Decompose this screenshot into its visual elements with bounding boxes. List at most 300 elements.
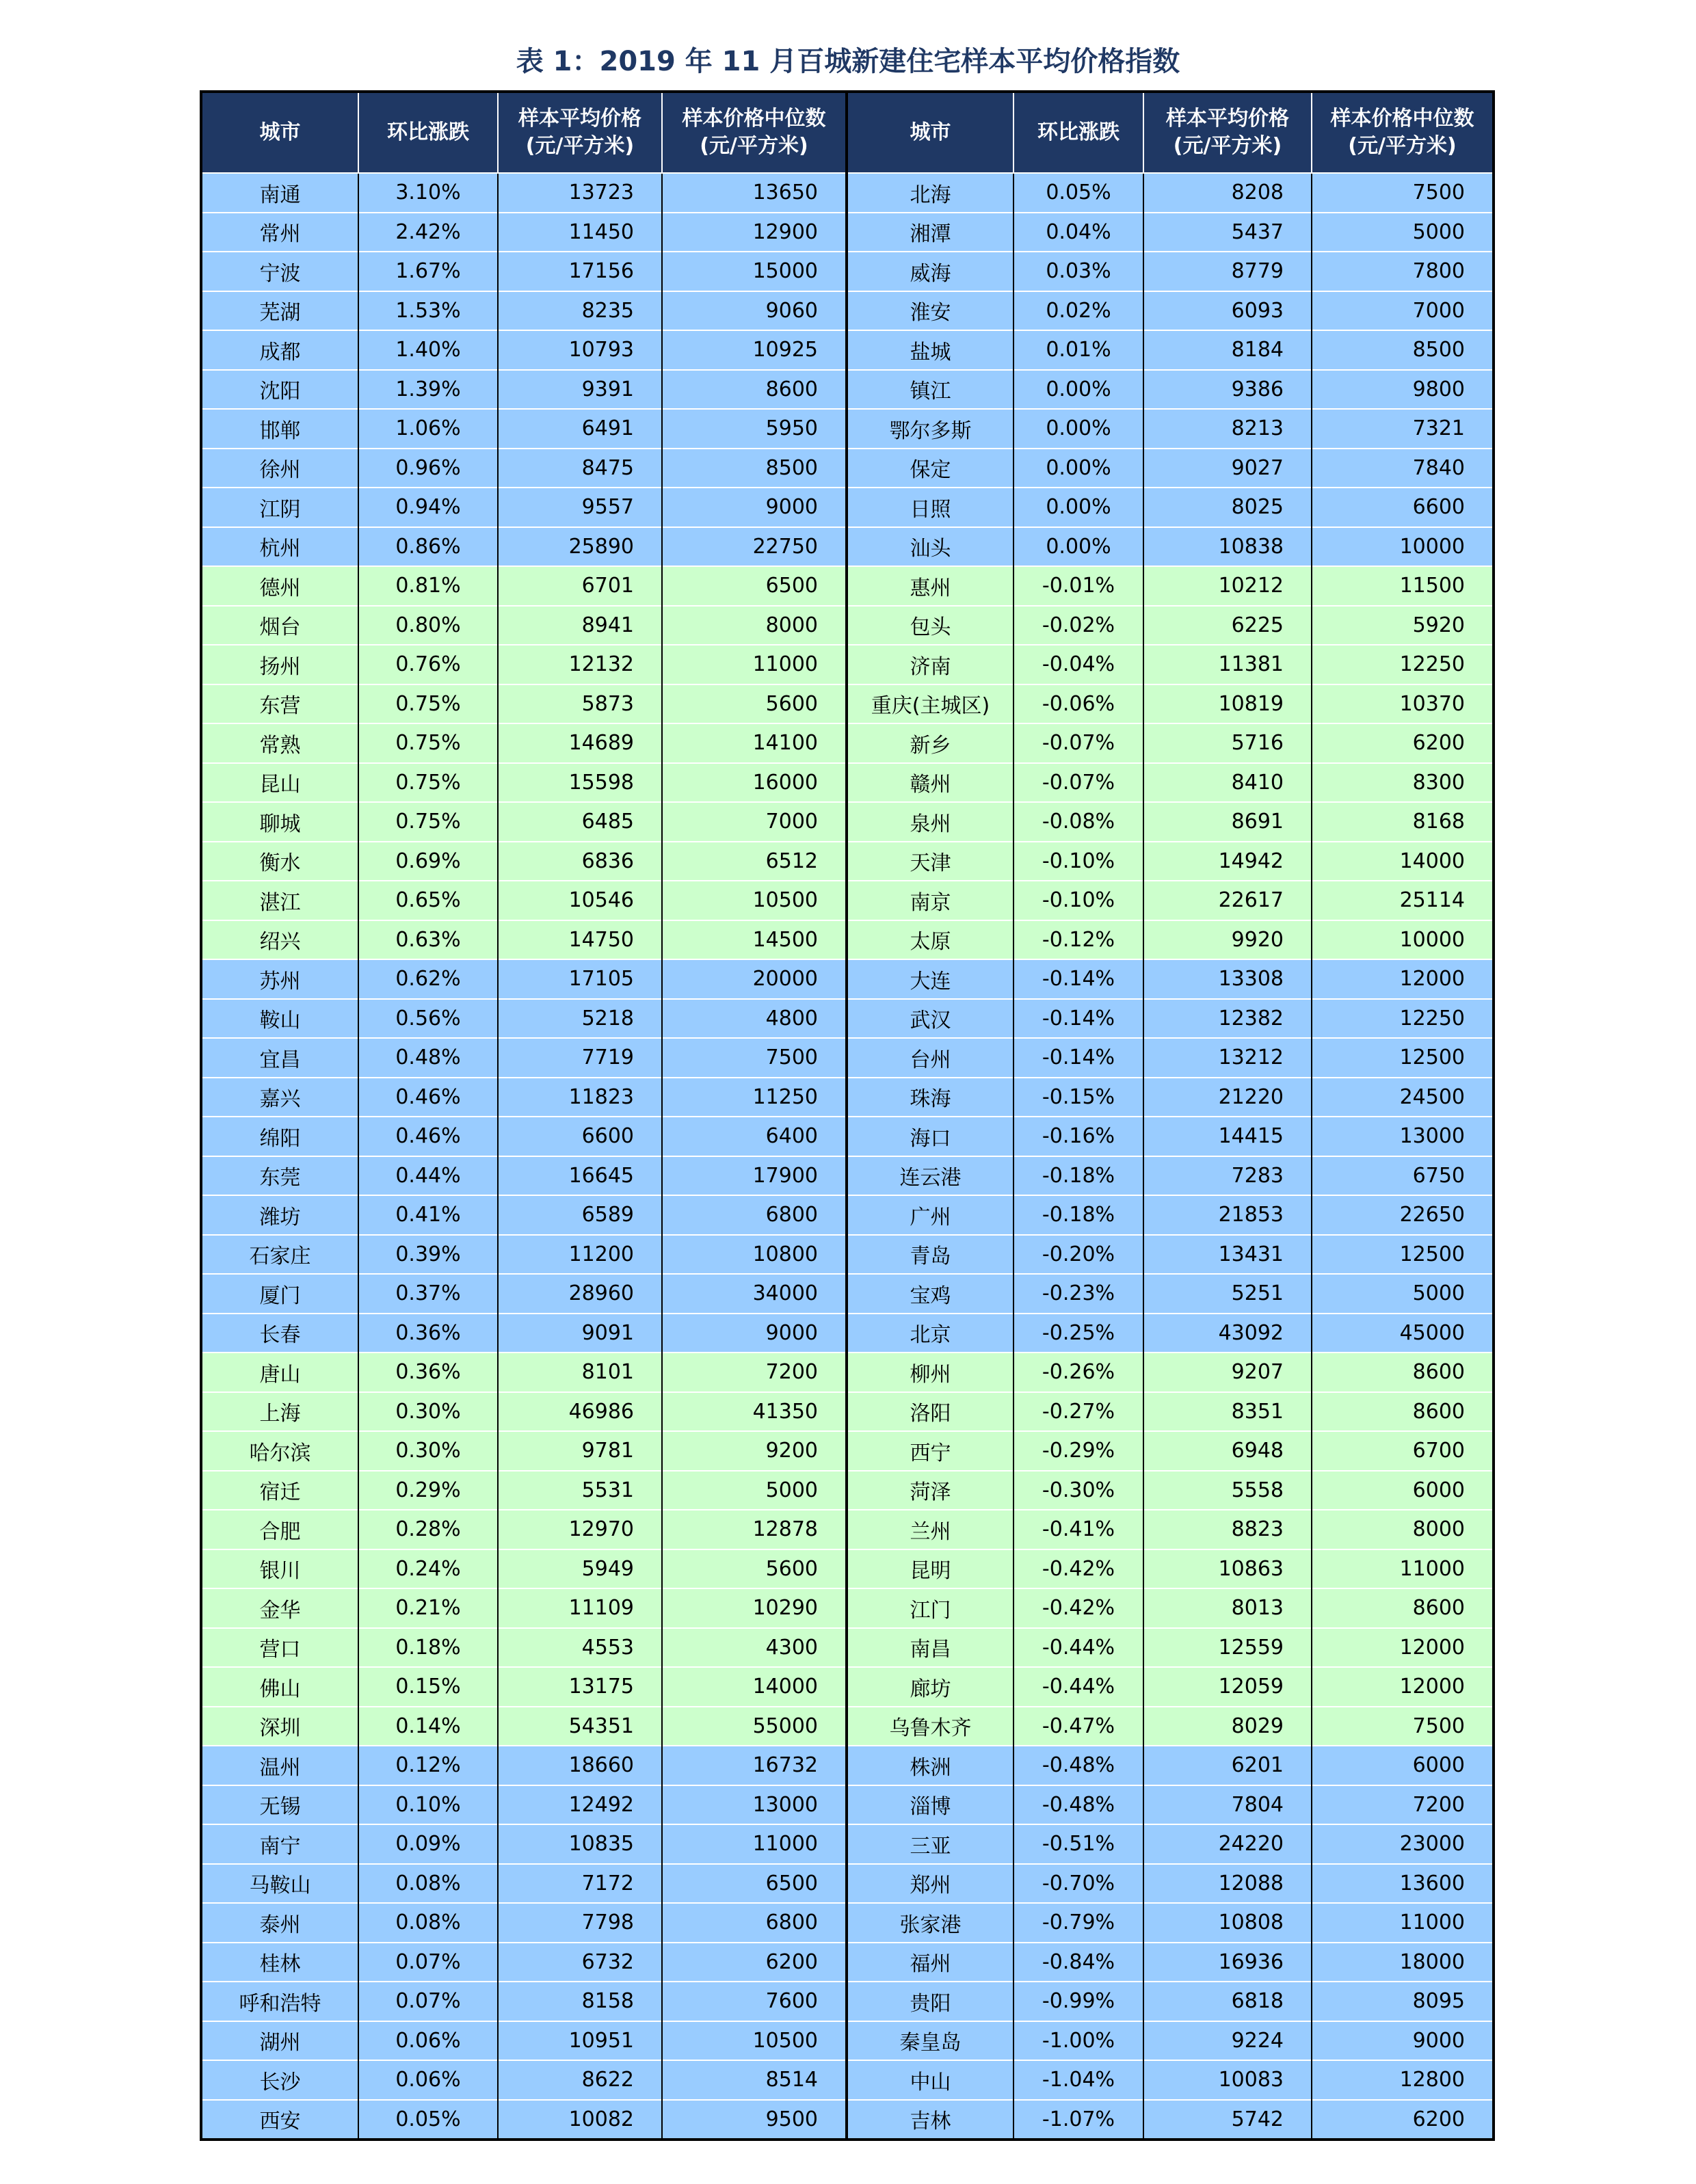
right-change-cell: -0.07% bbox=[1013, 723, 1143, 763]
right-change-cell: 0.04% bbox=[1013, 213, 1143, 252]
table-row bbox=[201, 1274, 1494, 1314]
left-change-cell: 0.30% bbox=[358, 1431, 498, 1471]
right-change-cell: -0.14% bbox=[1013, 1038, 1143, 1078]
right-city-cell: 惠州 bbox=[847, 566, 1013, 606]
right-avg-price-cell: 10838 bbox=[1143, 527, 1312, 567]
left-avg-price-cell: 10546 bbox=[498, 881, 662, 920]
left-city-cell: 嘉兴 bbox=[201, 1078, 358, 1117]
left-city-cell: 杭州 bbox=[201, 527, 358, 567]
left-avg-price-cell: 18660 bbox=[498, 1746, 662, 1785]
right-median-price-cell: 6700 bbox=[1312, 1431, 1494, 1471]
left-change-cell: 0.80% bbox=[358, 606, 498, 645]
left-change-cell: 0.46% bbox=[358, 1078, 498, 1117]
left-change-cell: 0.07% bbox=[358, 1943, 498, 1982]
right-median-price-cell: 9000 bbox=[1312, 2021, 1494, 2061]
left-median-price-cell: 10290 bbox=[662, 1588, 847, 1628]
left-city-cell: 潍坊 bbox=[201, 1195, 358, 1235]
left-city-cell: 东营 bbox=[201, 684, 358, 724]
left-avg-price-cell: 5949 bbox=[498, 1549, 662, 1589]
right-city-cell: 新乡 bbox=[847, 723, 1013, 763]
left-avg-price-cell: 6701 bbox=[498, 566, 662, 606]
right-city-cell: 乌鲁木齐 bbox=[847, 1707, 1013, 1746]
right-median-price-cell: 6000 bbox=[1312, 1471, 1494, 1510]
left-avg-price-cell: 8622 bbox=[498, 2060, 662, 2100]
table-row bbox=[201, 1235, 1494, 1275]
table-row bbox=[201, 1707, 1494, 1746]
left-median-price-cell: 11000 bbox=[662, 645, 847, 684]
left-city-cell: 银川 bbox=[201, 1549, 358, 1589]
left-city-cell: 马鞍山 bbox=[201, 1864, 358, 1904]
header-city-left: 城市 bbox=[201, 92, 358, 173]
left-median-price-cell: 7500 bbox=[662, 1038, 847, 1078]
right-change-cell: -0.18% bbox=[1013, 1156, 1143, 1196]
right-city-cell: 北海 bbox=[847, 173, 1013, 213]
left-avg-price-cell: 6600 bbox=[498, 1117, 662, 1156]
header-row bbox=[201, 92, 1494, 173]
header-median-right bbox=[1312, 92, 1494, 173]
header-change-left: 环比涨跌 bbox=[358, 92, 498, 173]
left-city-cell: 厦门 bbox=[201, 1274, 358, 1314]
left-median-price-cell: 8000 bbox=[662, 606, 847, 645]
right-median-price-cell: 6200 bbox=[1312, 2100, 1494, 2140]
right-change-cell: -0.84% bbox=[1013, 1943, 1143, 1982]
right-median-price-cell: 10000 bbox=[1312, 920, 1494, 960]
left-change-cell: 0.37% bbox=[358, 1274, 498, 1314]
right-median-price-cell: 8500 bbox=[1312, 330, 1494, 370]
right-city-cell: 兰州 bbox=[847, 1510, 1013, 1549]
right-city-cell: 贵阳 bbox=[847, 1982, 1013, 2021]
left-change-cell: 0.56% bbox=[358, 999, 498, 1039]
right-avg-price-cell: 5716 bbox=[1143, 723, 1312, 763]
left-change-cell: 0.48% bbox=[358, 1038, 498, 1078]
right-city-cell: 郑州 bbox=[847, 1864, 1013, 1904]
left-city-cell: 衡水 bbox=[201, 842, 358, 881]
left-median-price-cell: 17900 bbox=[662, 1156, 847, 1196]
right-city-cell: 中山 bbox=[847, 2060, 1013, 2100]
right-change-cell: 0.01% bbox=[1013, 330, 1143, 370]
right-avg-price-cell: 10083 bbox=[1143, 2060, 1312, 2100]
left-city-cell: 桂林 bbox=[201, 1943, 358, 1982]
right-city-cell: 江门 bbox=[847, 1588, 1013, 1628]
right-median-price-cell: 7000 bbox=[1312, 291, 1494, 331]
right-change-cell: -0.41% bbox=[1013, 1510, 1143, 1549]
table-row bbox=[201, 723, 1494, 763]
table-row bbox=[201, 370, 1494, 410]
left-median-price-cell: 5600 bbox=[662, 1549, 847, 1589]
left-city-cell: 宿迁 bbox=[201, 1471, 358, 1510]
right-change-cell: -0.51% bbox=[1013, 1824, 1143, 1864]
left-median-price-cell: 14000 bbox=[662, 1667, 847, 1707]
right-city-cell: 太原 bbox=[847, 920, 1013, 960]
table-row bbox=[201, 1195, 1494, 1235]
left-city-cell: 绍兴 bbox=[201, 920, 358, 960]
left-change-cell: 0.69% bbox=[358, 842, 498, 881]
left-avg-price-cell: 15598 bbox=[498, 763, 662, 803]
right-city-cell: 三亚 bbox=[847, 1824, 1013, 1864]
table-row bbox=[201, 213, 1494, 252]
table-row bbox=[201, 1864, 1494, 1904]
right-median-price-cell: 8600 bbox=[1312, 1588, 1494, 1628]
right-change-cell: 0.02% bbox=[1013, 291, 1143, 331]
right-median-price-cell: 7321 bbox=[1312, 409, 1494, 449]
left-city-cell: 上海 bbox=[201, 1392, 358, 1432]
left-avg-price-cell: 8101 bbox=[498, 1353, 662, 1392]
right-city-cell: 南京 bbox=[847, 881, 1013, 920]
table-row bbox=[201, 2021, 1494, 2061]
table-row bbox=[201, 920, 1494, 960]
left-change-cell: 0.96% bbox=[358, 449, 498, 488]
left-avg-price-cell: 10082 bbox=[498, 2100, 662, 2140]
right-change-cell: -0.10% bbox=[1013, 881, 1143, 920]
left-change-cell: 2.42% bbox=[358, 213, 498, 252]
right-avg-price-cell: 12382 bbox=[1143, 999, 1312, 1039]
left-change-cell: 0.21% bbox=[358, 1588, 498, 1628]
table-row bbox=[201, 1156, 1494, 1196]
right-avg-price-cell: 10819 bbox=[1143, 684, 1312, 724]
right-city-cell: 湘潭 bbox=[847, 213, 1013, 252]
right-median-price-cell: 45000 bbox=[1312, 1314, 1494, 1353]
right-median-price-cell: 11500 bbox=[1312, 566, 1494, 606]
left-city-cell: 宁波 bbox=[201, 252, 358, 291]
right-city-cell: 泉州 bbox=[847, 802, 1013, 842]
left-avg-price-cell: 11200 bbox=[498, 1235, 662, 1275]
right-city-cell: 鄂尔多斯 bbox=[847, 409, 1013, 449]
left-median-price-cell: 6512 bbox=[662, 842, 847, 881]
left-city-cell: 长春 bbox=[201, 1314, 358, 1353]
left-city-cell: 聊城 bbox=[201, 802, 358, 842]
right-city-cell: 北京 bbox=[847, 1314, 1013, 1353]
right-median-price-cell: 8300 bbox=[1312, 763, 1494, 803]
right-change-cell: -0.23% bbox=[1013, 1274, 1143, 1314]
left-city-cell: 深圳 bbox=[201, 1707, 358, 1746]
left-median-price-cell: 5950 bbox=[662, 409, 847, 449]
right-change-cell: -0.44% bbox=[1013, 1628, 1143, 1668]
left-change-cell: 1.67% bbox=[358, 252, 498, 291]
left-median-price-cell: 9000 bbox=[662, 488, 847, 527]
left-avg-price-cell: 11450 bbox=[498, 213, 662, 252]
right-change-cell: -0.99% bbox=[1013, 1982, 1143, 2021]
right-avg-price-cell: 8779 bbox=[1143, 252, 1312, 291]
left-city-cell: 常熟 bbox=[201, 723, 358, 763]
table-row bbox=[201, 1510, 1494, 1549]
table-row bbox=[201, 566, 1494, 606]
left-median-price-cell: 7000 bbox=[662, 802, 847, 842]
left-avg-price-cell: 17105 bbox=[498, 959, 662, 999]
header-change-right: 环比涨跌 bbox=[1013, 92, 1143, 173]
left-change-cell: 0.75% bbox=[358, 763, 498, 803]
right-change-cell: -0.48% bbox=[1013, 1785, 1143, 1825]
left-city-cell: 西安 bbox=[201, 2100, 358, 2140]
right-change-cell: 0.05% bbox=[1013, 173, 1143, 213]
left-change-cell: 0.15% bbox=[358, 1667, 498, 1707]
table-row bbox=[201, 2060, 1494, 2100]
right-city-cell: 株洲 bbox=[847, 1746, 1013, 1785]
right-city-cell: 南昌 bbox=[847, 1628, 1013, 1668]
right-avg-price-cell: 12088 bbox=[1143, 1864, 1312, 1904]
right-city-cell: 淄博 bbox=[847, 1785, 1013, 1825]
right-change-cell: 0.03% bbox=[1013, 252, 1143, 291]
left-change-cell: 0.75% bbox=[358, 684, 498, 724]
right-avg-price-cell: 6948 bbox=[1143, 1431, 1312, 1471]
right-avg-price-cell: 7804 bbox=[1143, 1785, 1312, 1825]
left-median-price-cell: 34000 bbox=[662, 1274, 847, 1314]
right-avg-price-cell: 13212 bbox=[1143, 1038, 1312, 1078]
left-avg-price-cell: 10835 bbox=[498, 1824, 662, 1864]
right-median-price-cell: 14000 bbox=[1312, 842, 1494, 881]
table-row bbox=[201, 1943, 1494, 1982]
right-median-price-cell: 12800 bbox=[1312, 2060, 1494, 2100]
right-change-cell: -0.18% bbox=[1013, 1195, 1143, 1235]
right-avg-price-cell: 6818 bbox=[1143, 1982, 1312, 2021]
left-avg-price-cell: 54351 bbox=[498, 1707, 662, 1746]
right-city-cell: 赣州 bbox=[847, 763, 1013, 803]
left-change-cell: 1.39% bbox=[358, 370, 498, 410]
header-median-right-line2: (元/平方米) bbox=[1348, 134, 1457, 158]
right-avg-price-cell: 7283 bbox=[1143, 1156, 1312, 1196]
right-change-cell: -0.42% bbox=[1013, 1549, 1143, 1589]
right-city-cell: 洛阳 bbox=[847, 1392, 1013, 1432]
right-median-price-cell: 12000 bbox=[1312, 1628, 1494, 1668]
left-city-cell: 湛江 bbox=[201, 881, 358, 920]
left-city-cell: 鞍山 bbox=[201, 999, 358, 1039]
left-change-cell: 0.39% bbox=[358, 1235, 498, 1275]
right-avg-price-cell: 8013 bbox=[1143, 1588, 1312, 1628]
right-avg-price-cell: 12559 bbox=[1143, 1628, 1312, 1668]
right-median-price-cell: 10000 bbox=[1312, 527, 1494, 567]
header-avg-left-line1: 样本平均价格 bbox=[518, 107, 641, 131]
left-median-price-cell: 5600 bbox=[662, 684, 847, 724]
left-change-cell: 0.76% bbox=[358, 645, 498, 684]
left-change-cell: 0.09% bbox=[358, 1824, 498, 1864]
right-avg-price-cell: 14415 bbox=[1143, 1117, 1312, 1156]
right-change-cell: -0.70% bbox=[1013, 1864, 1143, 1904]
left-city-cell: 昆山 bbox=[201, 763, 358, 803]
right-change-cell: -0.79% bbox=[1013, 1903, 1143, 1943]
left-avg-price-cell: 6491 bbox=[498, 409, 662, 449]
right-avg-price-cell: 13431 bbox=[1143, 1235, 1312, 1275]
right-change-cell: -0.15% bbox=[1013, 1078, 1143, 1117]
right-city-cell: 柳州 bbox=[847, 1353, 1013, 1392]
right-change-cell: -0.04% bbox=[1013, 645, 1143, 684]
left-median-price-cell: 4800 bbox=[662, 999, 847, 1039]
right-median-price-cell: 11000 bbox=[1312, 1549, 1494, 1589]
left-median-price-cell: 9060 bbox=[662, 291, 847, 331]
right-avg-price-cell: 5558 bbox=[1143, 1471, 1312, 1510]
right-median-price-cell: 10370 bbox=[1312, 684, 1494, 724]
left-change-cell: 0.10% bbox=[358, 1785, 498, 1825]
right-avg-price-cell: 5437 bbox=[1143, 213, 1312, 252]
left-avg-price-cell: 11109 bbox=[498, 1588, 662, 1628]
left-median-price-cell: 7600 bbox=[662, 1982, 847, 2021]
left-avg-price-cell: 12132 bbox=[498, 645, 662, 684]
right-avg-price-cell: 8410 bbox=[1143, 763, 1312, 803]
left-city-cell: 金华 bbox=[201, 1588, 358, 1628]
left-city-cell: 徐州 bbox=[201, 449, 358, 488]
right-avg-price-cell: 14942 bbox=[1143, 842, 1312, 881]
right-change-cell: -0.48% bbox=[1013, 1746, 1143, 1785]
left-change-cell: 0.29% bbox=[358, 1471, 498, 1510]
right-city-cell: 宝鸡 bbox=[847, 1274, 1013, 1314]
left-avg-price-cell: 14750 bbox=[498, 920, 662, 960]
left-median-price-cell: 14100 bbox=[662, 723, 847, 763]
right-city-cell: 包头 bbox=[847, 606, 1013, 645]
right-median-price-cell: 8600 bbox=[1312, 1392, 1494, 1432]
right-avg-price-cell: 9207 bbox=[1143, 1353, 1312, 1392]
right-change-cell: -1.07% bbox=[1013, 2100, 1143, 2140]
left-avg-price-cell: 4553 bbox=[498, 1628, 662, 1668]
left-city-cell: 南通 bbox=[201, 173, 358, 213]
table-row bbox=[201, 330, 1494, 370]
table-row bbox=[201, 881, 1494, 920]
right-city-cell: 天津 bbox=[847, 842, 1013, 881]
right-median-price-cell: 5000 bbox=[1312, 1274, 1494, 1314]
left-avg-price-cell: 11823 bbox=[498, 1078, 662, 1117]
left-median-price-cell: 16732 bbox=[662, 1746, 847, 1785]
table-row bbox=[201, 763, 1494, 803]
table-row bbox=[201, 1078, 1494, 1117]
right-median-price-cell: 18000 bbox=[1312, 1943, 1494, 1982]
left-change-cell: 0.81% bbox=[358, 566, 498, 606]
left-avg-price-cell: 8941 bbox=[498, 606, 662, 645]
left-city-cell: 呼和浩特 bbox=[201, 1982, 358, 2021]
right-median-price-cell: 6200 bbox=[1312, 723, 1494, 763]
left-avg-price-cell: 7719 bbox=[498, 1038, 662, 1078]
right-change-cell: -0.07% bbox=[1013, 763, 1143, 803]
right-median-price-cell: 25114 bbox=[1312, 881, 1494, 920]
right-city-cell: 珠海 bbox=[847, 1078, 1013, 1117]
right-change-cell: -0.42% bbox=[1013, 1588, 1143, 1628]
right-median-price-cell: 22650 bbox=[1312, 1195, 1494, 1235]
table-row bbox=[201, 684, 1494, 724]
left-avg-price-cell: 17156 bbox=[498, 252, 662, 291]
left-avg-price-cell: 12970 bbox=[498, 1510, 662, 1549]
right-avg-price-cell: 24220 bbox=[1143, 1824, 1312, 1864]
right-avg-price-cell: 8029 bbox=[1143, 1707, 1312, 1746]
right-city-cell: 日照 bbox=[847, 488, 1013, 527]
left-median-price-cell: 10800 bbox=[662, 1235, 847, 1275]
left-avg-price-cell: 6589 bbox=[498, 1195, 662, 1235]
right-city-cell: 广州 bbox=[847, 1195, 1013, 1235]
left-change-cell: 0.18% bbox=[358, 1628, 498, 1668]
left-median-price-cell: 10925 bbox=[662, 330, 847, 370]
table-row bbox=[201, 252, 1494, 291]
left-change-cell: 0.75% bbox=[358, 723, 498, 763]
right-city-cell: 淮安 bbox=[847, 291, 1013, 331]
table-row bbox=[201, 173, 1494, 213]
right-city-cell: 西宁 bbox=[847, 1431, 1013, 1471]
right-median-price-cell: 9800 bbox=[1312, 370, 1494, 410]
right-change-cell: -0.20% bbox=[1013, 1235, 1143, 1275]
right-median-price-cell: 8095 bbox=[1312, 1982, 1494, 2021]
left-change-cell: 3.10% bbox=[358, 173, 498, 213]
left-city-cell: 长沙 bbox=[201, 2060, 358, 2100]
left-change-cell: 0.30% bbox=[358, 1392, 498, 1432]
left-avg-price-cell: 9391 bbox=[498, 370, 662, 410]
left-change-cell: 0.14% bbox=[358, 1707, 498, 1746]
right-median-price-cell: 7840 bbox=[1312, 449, 1494, 488]
left-change-cell: 0.65% bbox=[358, 881, 498, 920]
right-avg-price-cell: 8208 bbox=[1143, 173, 1312, 213]
header-median-left-line2: (元/平方米) bbox=[700, 134, 808, 158]
left-change-cell: 0.63% bbox=[358, 920, 498, 960]
right-median-price-cell: 7500 bbox=[1312, 1707, 1494, 1746]
table-row bbox=[201, 1982, 1494, 2021]
table-row bbox=[201, 291, 1494, 331]
left-city-cell: 宜昌 bbox=[201, 1038, 358, 1078]
right-avg-price-cell: 12059 bbox=[1143, 1667, 1312, 1707]
right-change-cell: -0.27% bbox=[1013, 1392, 1143, 1432]
right-median-price-cell: 6600 bbox=[1312, 488, 1494, 527]
left-median-price-cell: 41350 bbox=[662, 1392, 847, 1432]
right-change-cell: 0.00% bbox=[1013, 488, 1143, 527]
right-change-cell: -1.04% bbox=[1013, 2060, 1143, 2100]
left-change-cell: 0.28% bbox=[358, 1510, 498, 1549]
right-median-price-cell: 7500 bbox=[1312, 173, 1494, 213]
left-avg-price-cell: 9557 bbox=[498, 488, 662, 527]
left-change-cell: 0.36% bbox=[358, 1314, 498, 1353]
right-city-cell: 保定 bbox=[847, 449, 1013, 488]
right-change-cell: -0.10% bbox=[1013, 842, 1143, 881]
left-avg-price-cell: 6836 bbox=[498, 842, 662, 881]
left-change-cell: 0.94% bbox=[358, 488, 498, 527]
left-city-cell: 温州 bbox=[201, 1746, 358, 1785]
left-median-price-cell: 6200 bbox=[662, 1943, 847, 1982]
right-median-price-cell: 12250 bbox=[1312, 645, 1494, 684]
left-avg-price-cell: 46986 bbox=[498, 1392, 662, 1432]
header-avg-left bbox=[498, 92, 662, 173]
right-city-cell: 廊坊 bbox=[847, 1667, 1013, 1707]
right-avg-price-cell: 9920 bbox=[1143, 920, 1312, 960]
right-median-price-cell: 13000 bbox=[1312, 1117, 1494, 1156]
right-change-cell: 0.00% bbox=[1013, 370, 1143, 410]
right-change-cell: -0.30% bbox=[1013, 1471, 1143, 1510]
left-avg-price-cell: 7798 bbox=[498, 1903, 662, 1943]
right-city-cell: 菏泽 bbox=[847, 1471, 1013, 1510]
right-avg-price-cell: 10808 bbox=[1143, 1903, 1312, 1943]
left-median-price-cell: 6400 bbox=[662, 1117, 847, 1156]
right-city-cell: 海口 bbox=[847, 1117, 1013, 1156]
right-avg-price-cell: 8351 bbox=[1143, 1392, 1312, 1432]
left-city-cell: 无锡 bbox=[201, 1785, 358, 1825]
left-median-price-cell: 12878 bbox=[662, 1510, 847, 1549]
left-median-price-cell: 11250 bbox=[662, 1078, 847, 1117]
right-city-cell: 张家港 bbox=[847, 1903, 1013, 1943]
right-avg-price-cell: 9027 bbox=[1143, 449, 1312, 488]
left-avg-price-cell: 7172 bbox=[498, 1864, 662, 1904]
right-median-price-cell: 23000 bbox=[1312, 1824, 1494, 1864]
right-change-cell: -0.29% bbox=[1013, 1431, 1143, 1471]
right-avg-price-cell: 10212 bbox=[1143, 566, 1312, 606]
table-row bbox=[201, 802, 1494, 842]
table-row bbox=[201, 1117, 1494, 1156]
right-city-cell: 盐城 bbox=[847, 330, 1013, 370]
table-title: 表 1：2019 年 11 月百城新建住宅样本平均价格指数 bbox=[516, 46, 1180, 77]
right-city-cell: 连云港 bbox=[847, 1156, 1013, 1196]
right-city-cell: 吉林 bbox=[847, 2100, 1013, 2140]
right-avg-price-cell: 10863 bbox=[1143, 1549, 1312, 1589]
right-change-cell: -0.44% bbox=[1013, 1667, 1143, 1707]
table-row bbox=[201, 1903, 1494, 1943]
right-change-cell: -0.02% bbox=[1013, 606, 1143, 645]
header-avg-right-line1: 样本平均价格 bbox=[1166, 107, 1289, 131]
left-change-cell: 0.62% bbox=[358, 959, 498, 999]
right-city-cell: 昆明 bbox=[847, 1549, 1013, 1589]
table-row bbox=[201, 606, 1494, 645]
table-row bbox=[201, 1392, 1494, 1432]
left-median-price-cell: 4300 bbox=[662, 1628, 847, 1668]
price-index-table bbox=[200, 90, 1495, 2141]
right-median-price-cell: 12250 bbox=[1312, 999, 1494, 1039]
